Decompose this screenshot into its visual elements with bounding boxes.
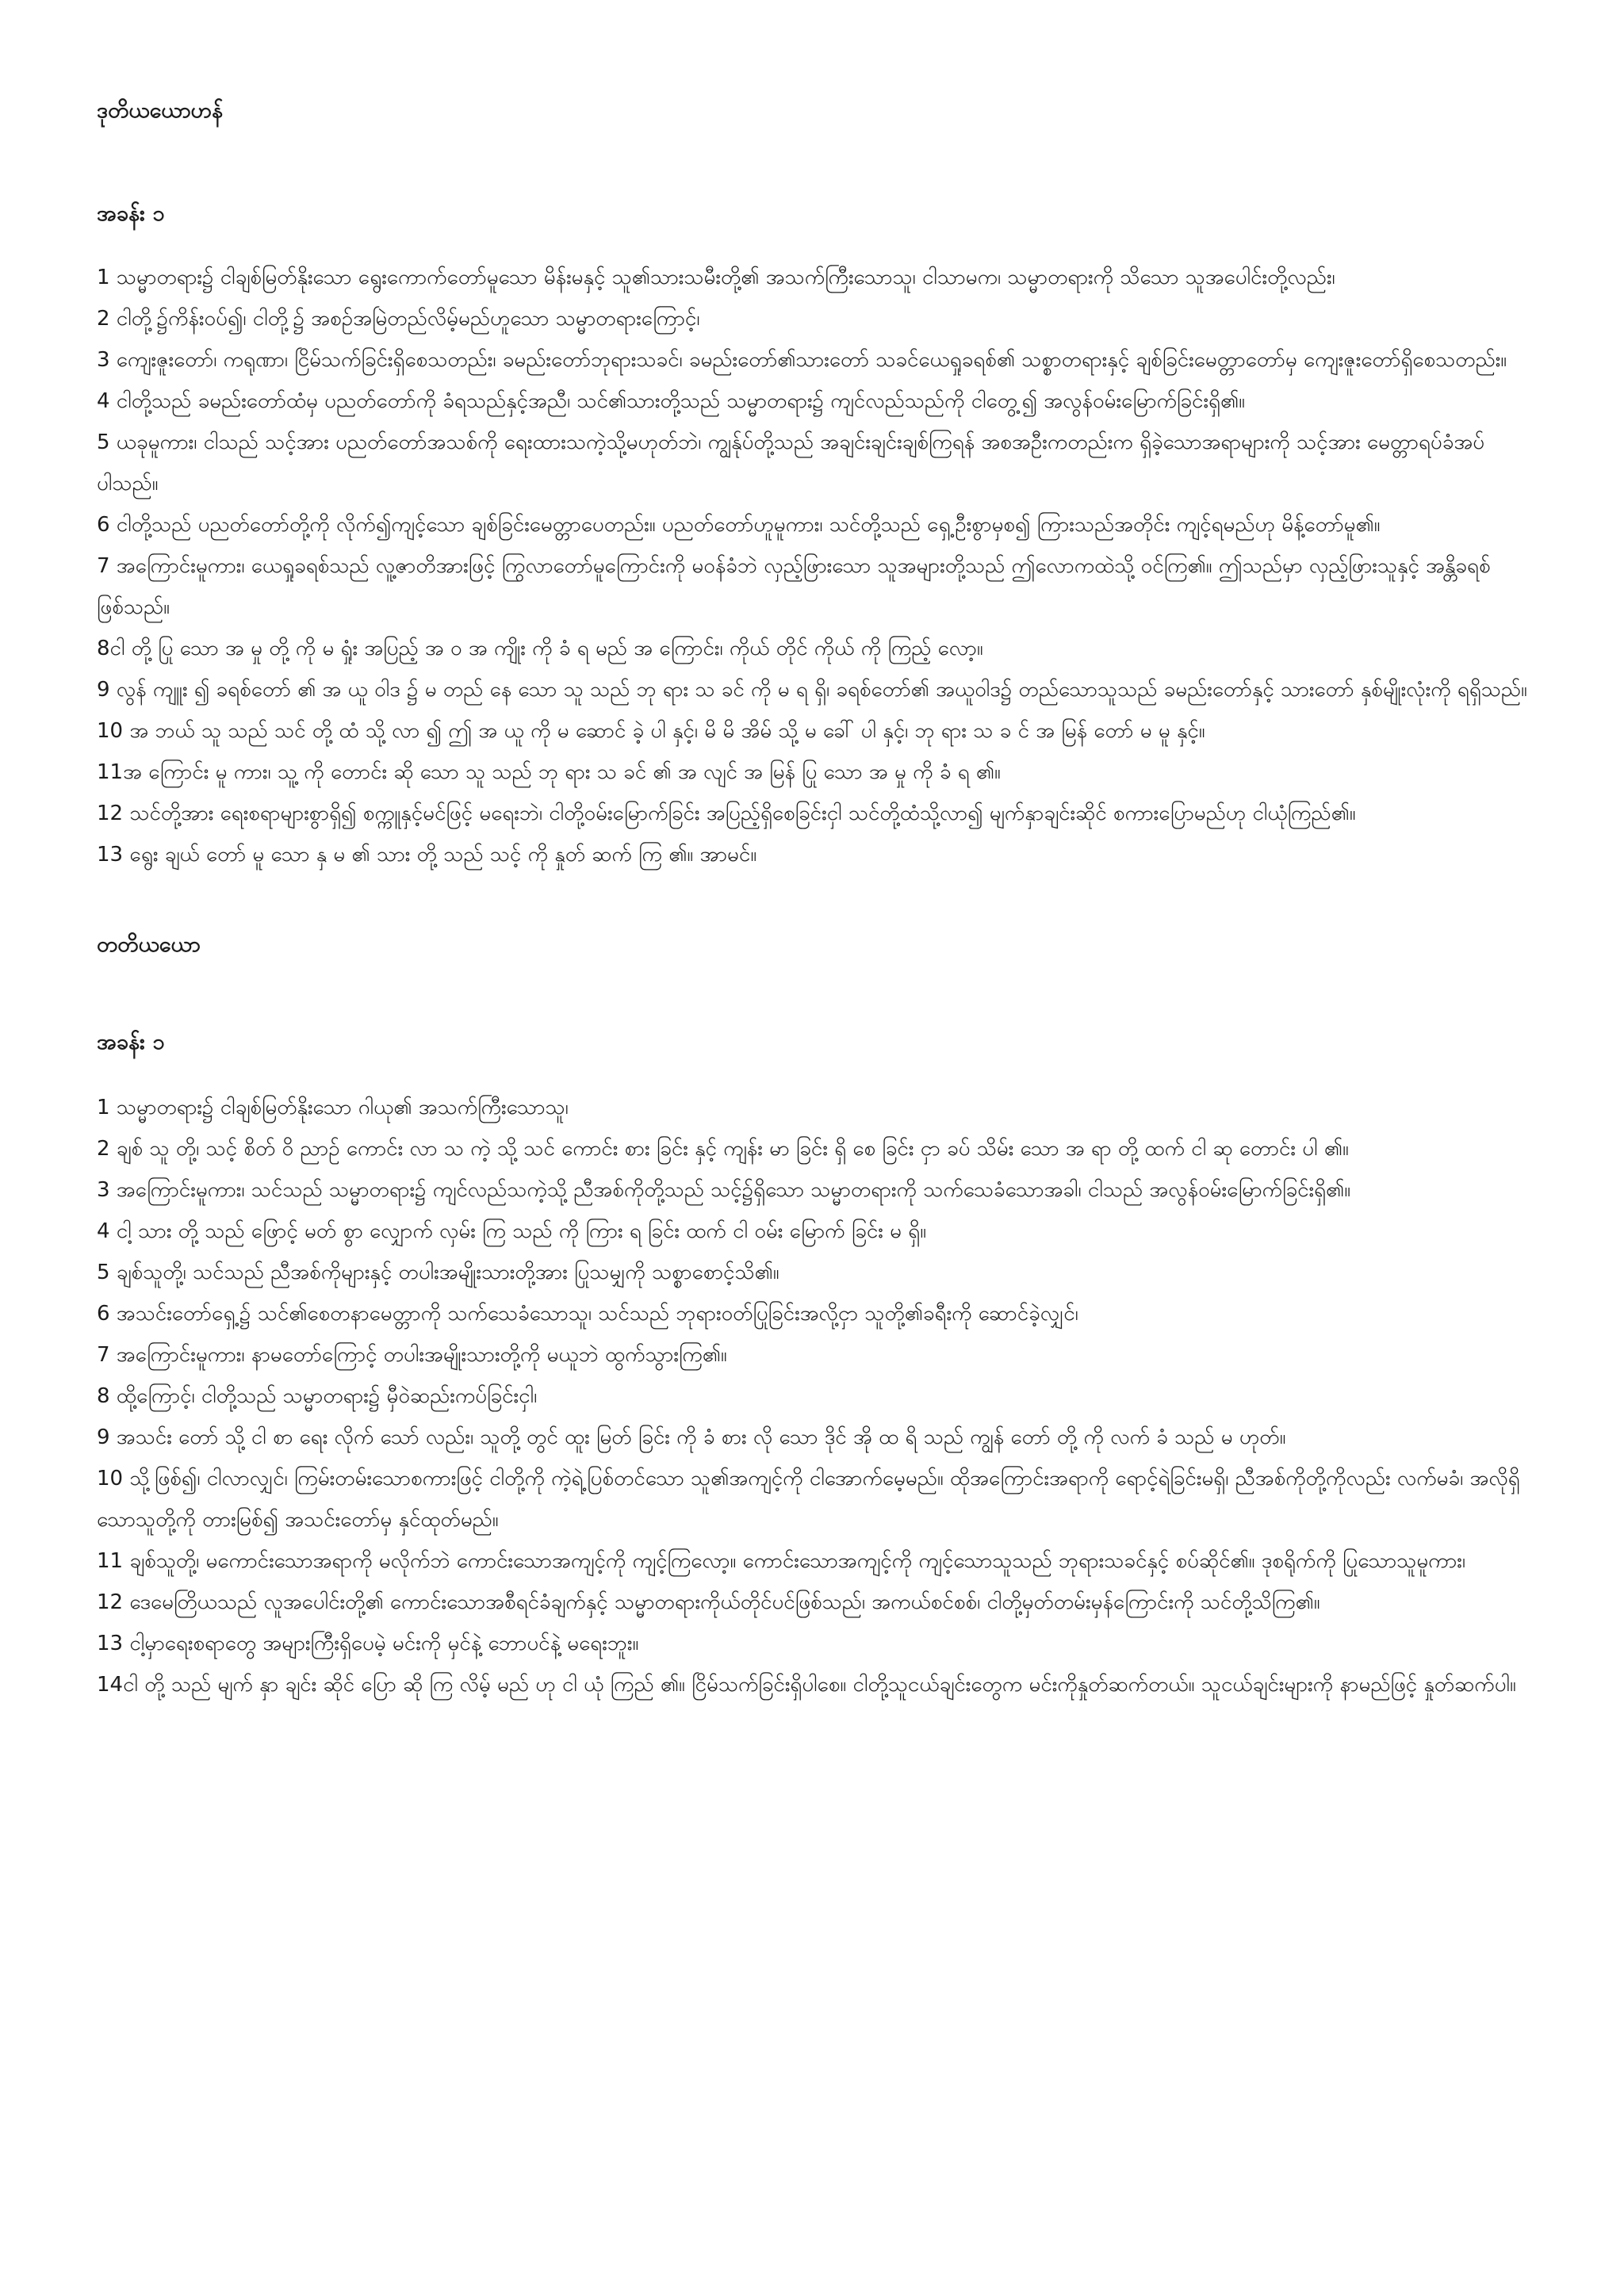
verse: 14ငါ တို့ သည် မျက် နှာ ချင်း ဆိုင် ပြော ဆို ကြ လိမ့် မည် ဟု ငါ ယုံ ကြည် ၏။ ငြိမ်သက်ခြင်းရှိပါစေ။ ငါတို့သူငယ်ချင်းတွေက မင်းကိုနှုတ်ဆက်တယ်။ သူငယ်ချင်းများကို နာမည်ဖြင့် နှုတ်ဆက်ပါ။ (97, 1673, 1516, 1697)
verse: 13 ငါ့မှာရေးစရာတွေ အများကြီးရှိပေမဲ့ မင်းကို မှင်နဲ့ ဘောပင်နဲ့ မရေးဘူး။ (97, 1632, 639, 1655)
book-title: တတိယယော (97, 932, 201, 957)
verse: 10 အ ဘယ် သူ သည် သင် တို့ ထံ သို့ လာ ၍ ဤ အ ယူ ကို မ ဆောင် ခဲ့ ပါ နှင့်၊ မိ မိ အိမ် သို့ မ ခေါ် ပါ နှင့်၊ ဘု ရား သ ခ င် အ မြန် တော် မ မူ နှင့်။ (97, 719, 1205, 743)
chapter-heading: အခန်း ၁ (97, 201, 165, 226)
verse: 9 လွန် ကျူး ၍ ခရစ်တော် ၏ အ ယူ ဝါဒ ၌ မ တည် နေ သော သူ သည် ဘု ရား သ ခင် ကို မ ရ ရှိ၊ ခရစ်တော်၏ အယူဝါဒ၌ တည်သောသူသည် ခမည်းတော်နှင့် သားတော် နှစ်မျိုးလုံးကို ရရှိသည်။ (97, 678, 1527, 702)
book-section-3-john (97, 924, 1528, 1705)
verse: 3 အကြောင်းမူကား၊ သင်သည် သမ္မာတရား၌ ကျင်လည်သကဲ့သို့ ညီအစ်ကိုတို့သည် သင့်၌ရှိသော သမ္မာတရားကို သက်သေခံသောအခါ၊ ငါသည် အလွန်ဝမ်းမြောက်ခြင်းရှိ၏။ (97, 1178, 1351, 1202)
verse: 3 ကျေးဇူးတော်၊ ကရုဏာ၊ ငြိမ်သက်ခြင်းရှိစေသတည်း၊ ခမည်းတော်ဘုရားသခင်၊ ခမည်းတော်၏သားတော် သခင်ယေရှုခရစ်၏ သစ္စာတရားနှင့် ချစ်ခြင်းမေတ္တာတော်မှ ကျေးဇူးတော်ရှိစေသတည်း။ (97, 348, 1507, 372)
verse: 13 ရွေး ချယ် တော် မူ သော နှ မ ၏ သား တို့ သည် သင့် ကို နှုတ် ဆက် ကြ ၏။ အာမင်။ (97, 843, 757, 867)
verse-list (97, 1087, 1528, 1705)
verse: 6 ငါတို့သည် ပညတ်တော်တို့ကို လိုက်၍ကျင့်သော ချစ်ခြင်းမေတ္တာပေတည်း။ ပညတ်တော်ဟူမူကား၊ သင်တို့သည် ရှေ့ဦးစွာမှစ၍ ကြားသည်အတိုင်း ကျင့်ရမည်ဟု မိန့်တော်မူ၏။ (97, 513, 1381, 537)
verse: 5 ယခုမူကား၊ ငါသည် သင့်အား ပညတ်တော်အသစ်ကို ရေးထားသကဲ့သို့မဟုတ်ဘဲ၊ ကျွန်ုပ်တို့သည် အချင်းချင်းချစ်ကြရန် အစအဦးကတည်းက ရှိခဲ့သောအရာများကို သင့်အား မေတ္တာရပ်ခံအပ်ပါသည်။ (97, 430, 1485, 496)
verse: 7 အကြောင်းမူကား၊ ယေရှုခရစ်သည် လူ့ဇာတိအားဖြင့် ကြွလာတော်မူကြောင်းကို မဝန်ခံဘဲ လှည့်ဖြားသော သူအများတို့သည် ဤလောကထဲသို့ ဝင်ကြ၏။ ဤသည်မှာ လှည့်ဖြားသူနှင့် အန္တိခရစ်ဖြစ်သည်။ (97, 554, 1491, 619)
chapter-heading: အခန်း ၁ (97, 1030, 165, 1054)
verse: 2 ငါတို့၌ကိန်းဝပ်၍၊ ငါတို့၌ အစဉ်အမြဲတည်လိမ့်မည်ဟူသော သမ္မာတရားကြောင့်၊ (97, 307, 700, 331)
verse: 11 ချစ်သူတို့၊ မကောင်းသောအရာကို မလိုက်ဘဲ ကောင်းသောအကျင့်ကို ကျင့်ကြလော့။ ကောင်းသောအကျင့်ကို ကျင့်သောသူသည် ဘုရားသခင်နှင့် စပ်ဆိုင်၏။ ဒုစရိုက်ကို ပြုသောသူမူကား၊ (97, 1549, 1466, 1573)
verse: 11အ ကြောင်း မူ ကား၊ သူ့ ကို တောင်း ဆို သော သူ သည် ဘု ရား သ ခင် ၏ အ လျင် အ မြန် ပြု သော အ မှု ကို ခံ ရ ၏။ (97, 760, 1001, 784)
verse: 9 အသင်း တော် သို့ ငါ စာ ရေး လိုက် သော် လည်း၊ သူတို့ တွင် ထူး မြတ် ခြင်း ကို ခံ စား လို သော ဒိုင် အို ထ ရိ သည် ကျွန် တော် တို့ ကို လက် ခံ သည် မ ဟုတ်။ (97, 1425, 1286, 1449)
verse: 4 ငါ့ သား တို့ သည် ဖြောင့် မတ် စွာ လျှောက် လှမ်း ကြ သည် ကို ကြား ရ ခြင်း ထက် ငါ ဝမ်း မြောက် ခြင်း မ ရှိ။ (97, 1219, 927, 1243)
verse: 12 သင်တို့အား ရေးစရာများစွာရှိ၍ စက္ကူနှင့်မင်ဖြင့် မရေးဘဲ၊ ငါတို့ဝမ်းမြောက်ခြင်း အပြည့်ရှိစေခြင်းငှါ သင်တို့ထံသို့လာ၍ မျက်နှာချင်းဆိုင် စကားပြောမည်ဟု ငါယုံကြည်၏။ (97, 802, 1356, 825)
book-title: ဒုတိယယောဟန် (97, 98, 223, 123)
verse: 8 ထို့ကြောင့်၊ ငါတို့သည် သမ္မာတရား၌ မှီဝဲဆည်းကပ်ခြင်းငှါ၊ (97, 1384, 538, 1408)
verse: 7 အကြောင်းမူကား၊ နာမတော်ကြောင့် တပါးအမျိုးသားတို့ကို မယူဘဲ ထွက်သွားကြ၏။ (97, 1343, 727, 1367)
book-section-2-john (97, 90, 1528, 875)
verse: 2 ချစ် သူ တို့၊ သင့် စိတ် ဝိ ညာဉ် ကောင်း လာ သ ကဲ့ သို့ သင် ကောင်း စား ခြင်း နှင့် ကျန်း မာ ခြင်း ရှိ စေ ခြင်း ငှာ ခပ် သိမ်း သော အ ရာ တို့ ထက် ငါ ဆု တောင်း ပါ ၏။ (97, 1137, 1349, 1161)
verse: 1 သမ္မာတရား၌ ငါချစ်မြတ်နိုးသော ရွေးကောက်တော်မူသော မိန်းမနှင့် သူ၏သားသမီးတို့၏ အသက်ကြီးသောသူ၊ ငါသာမက၊ သမ္မာတရားကို သိသော သူအပေါင်းတို့လည်း၊ (97, 266, 1335, 289)
verse: 5 ချစ်သူတို့၊ သင်သည် ညီအစ်ကိုများနှင့် တပါးအမျိုးသားတို့အား ပြုသမျှကို သစ္စာစောင့်သိ၏။ (97, 1261, 779, 1284)
verse: 1 သမ္မာတရား၌ ငါချစ်မြတ်နိုးသော ဂါယု၏ အသက်ကြီးသောသူ၊ (97, 1096, 569, 1119)
verse: 6 အသင်းတော်ရှေ့၌ သင်၏စေတနာမေတ္တာကို သက်သေခံသောသူ၊ သင်သည် ဘုရားဝတ်ပြုခြင်းအလို့ငှာ သူတို့၏ခရီးကို ဆောင်ခဲ့လျှင်၊ (97, 1302, 1078, 1326)
verse: 8ငါ တို့ ပြု သော အ မှု တို့ ကို မ ရှုံး အပြည့် အ ဝ အ ကျိုး ကို ခံ ရ မည် အ ကြောင်း၊ ကိုယ် တိုင် ကိုယ် ကို ကြည့် လော့။ (97, 637, 983, 660)
document-body (97, 90, 1528, 1705)
verse: 12 ဒေမေတြိယသည် လူအပေါင်းတို့၏ ကောင်းသောအစီရင်ခံချက်နှင့် သမ္မာတရားကိုယ်တိုင်ပင်ဖြစ်သည်၊ အကယ်စင်စစ်၊ ငါတို့မှတ်တမ်းမှန်ကြောင်းကို သင်တို့သိကြ၏။ (97, 1590, 1320, 1614)
verse: 10 သို့ဖြစ်၍၊ ငါလာလျှင်၊ ကြမ်းတမ်းသောစကားဖြင့် ငါတို့ကို ကဲ့ရဲ့ပြစ်တင်သော သူ၏အကျင့်ကို ငါအောက်မေ့မည်။ ထိုအကြောင်းအရာကို ရောင့်ရဲခြင်းမရှိ၊ ညီအစ်ကိုတို့ကိုလည်း လက်မခံ၊ အလိုရှိသောသူတို့ကို တားမြစ်၍ အသင်းတော်မှ နှင်ထုတ်မည်။ (97, 1467, 1520, 1532)
verse-list (97, 257, 1528, 875)
verse: 4 ငါတို့သည် ခမည်းတော်ထံမှ ပညတ်တော်ကို ခံရသည်နှင့်အညီ၊ သင်၏သားတို့သည် သမ္မာတရား၌ ကျင်လည်သည်ကို ငါတွေ့၍ အလွန်ဝမ်းမြောက်ခြင်းရှိ၏။ (97, 389, 1246, 413)
